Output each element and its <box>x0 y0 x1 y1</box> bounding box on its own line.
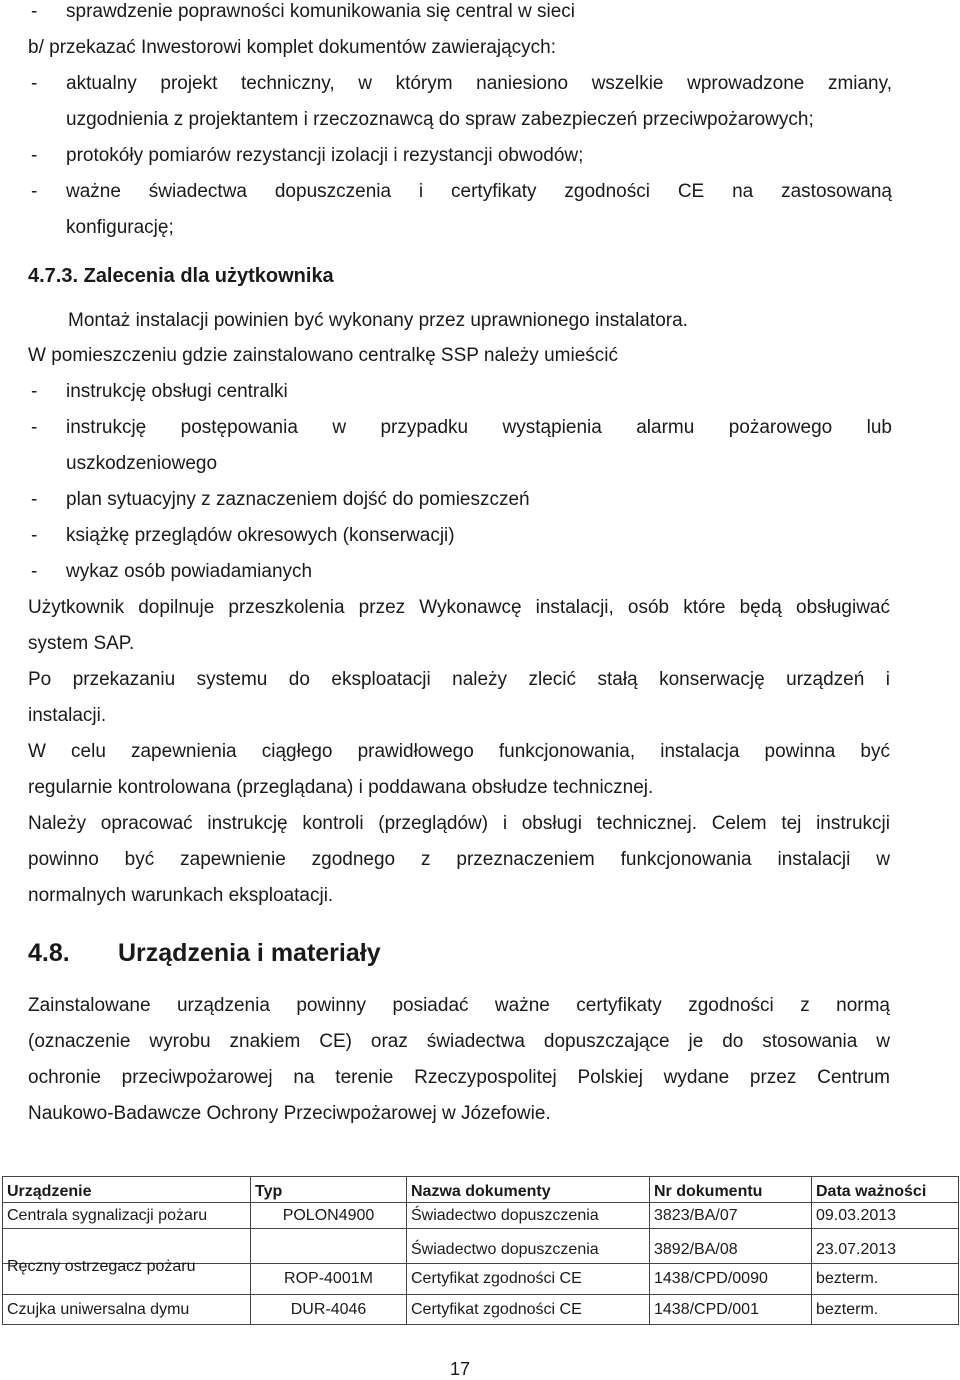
table-cell <box>251 1229 407 1264</box>
table-row <box>3 1264 959 1295</box>
table-row <box>3 1295 959 1325</box>
paragraph-continued: powinno być zapewnienie zgodnego z przeznaczeniem funkcjonowania instalacji w <box>28 849 890 870</box>
paragraph-continued: regularnie kontrolowana (przeglądana) i poddawana obsłudze technicznej. <box>28 777 654 798</box>
table-cell: bezterm. <box>812 1295 959 1325</box>
table-header-row <box>3 1177 959 1203</box>
column-header: Urządzenie <box>3 1177 251 1203</box>
column-header: Typ <box>251 1177 407 1203</box>
list-item-continued: konfigurację; <box>66 217 174 238</box>
table-cell: 09.03.2013 <box>812 1203 959 1229</box>
table-cell: Centrala sygnalizacji pożaru <box>3 1203 251 1229</box>
list-dash: - <box>31 1 38 22</box>
table-cell: Certyfikat zgodności CE <box>407 1295 650 1325</box>
certificates-table <box>2 1176 959 1325</box>
list-dash: - <box>31 145 38 166</box>
table-cell: DUR-4046 <box>251 1295 407 1325</box>
column-header: Nazwa dokumenty <box>407 1177 650 1203</box>
column-header: Data ważności <box>812 1177 959 1203</box>
column-header: Nr dokumentu <box>650 1177 812 1203</box>
page-number: 17 <box>449 1359 471 1379</box>
table-row <box>3 1203 959 1229</box>
list-dash: - <box>31 525 38 546</box>
table-cell: Czujka uniwersalna dymu <box>3 1295 251 1325</box>
table-cell: POLON4900 <box>251 1203 407 1229</box>
list-item: aktualny projekt techniczny, w którym naniesiono wszelkie wprowadzone zmiany, <box>66 73 892 94</box>
list-item-continued: uszkodzeniowego <box>66 453 218 474</box>
table-cell: 23.07.2013 <box>812 1229 959 1264</box>
paragraph: Użytkownik dopilnuje przeszkolenia przez Wykonawcę instalacji, osób które będą obsługiwać <box>28 597 890 618</box>
table-cell: Świadectwo dopuszczenia <box>407 1229 650 1264</box>
list-item: książkę przeglądów okresowych (konserwacji) <box>66 525 455 546</box>
paragraph-continued: (oznaczenie wyrobu znakiem CE) oraz świadectwa dopuszczające je do stosowania w <box>28 1031 890 1052</box>
table-cell: 3892/BA/08 <box>650 1229 812 1264</box>
list-item-continued: uzgodnienia z projektantem i rzeczoznawcą do spraw zabezpieczeń przeciwpożarowych; <box>66 109 814 130</box>
paragraph-continued: system SAP. <box>28 633 135 654</box>
paragraph-b: b/ przekazać Inwestorowi komplet dokumentów zawierających: <box>28 37 557 58</box>
paragraph: W pomieszczeniu gdzie zainstalowano centralkę SSP należy umieścić <box>28 345 618 366</box>
list-item: instrukcję postępowania w przypadku wystąpienia alarmu pożarowego lub <box>66 417 892 438</box>
paragraph: W celu zapewnienia ciągłego prawidłowego funkcjonowania, instalacja powinna być <box>28 741 890 762</box>
table-cell: ROP-4001M <box>251 1264 407 1295</box>
section-number: 4.8. <box>28 939 70 967</box>
paragraph: Należy opracować instrukcję kontroli (przeglądów) i obsługi technicznej. Celem tej instrukcji <box>28 813 890 834</box>
list-item: instrukcję obsługi centralki <box>66 381 288 402</box>
section-title: Urządzenia i materiały <box>118 939 381 967</box>
table-cell: bezterm. <box>812 1264 959 1295</box>
table-cell: Certyfikat zgodności CE <box>407 1264 650 1295</box>
paragraph-continued: Naukowo-Badawcze Ochrony Przeciwpożarowej w Józefowie. <box>28 1103 551 1124</box>
table-cell: Świadectwo dopuszczenia <box>407 1203 650 1229</box>
list-dash: - <box>31 381 38 402</box>
list-dash: - <box>31 417 38 438</box>
list-dash: - <box>31 561 38 582</box>
table-cell: 1438/CPD/001 <box>650 1295 812 1325</box>
paragraph-continued: ochronie przeciwpożarowej na terenie Rzeczypospolitej Polskiej wydane przez Centrum <box>28 1067 890 1088</box>
paragraph: Po przekazaniu systemu do eksploatacji należy zlecić stałą konserwację urządzeń i <box>28 669 890 690</box>
list-item: wykaz osób powiadamianych <box>66 561 313 582</box>
list-dash: - <box>31 489 38 510</box>
section-heading: 4.7.3. Zalecenia dla użytkownika <box>28 265 334 287</box>
list-item: protokóły pomiarów rezystancji izolacji i rezystancji obwodów; <box>66 145 584 166</box>
paragraph-continued: normalnych warunkach eksploatacji. <box>28 885 334 906</box>
list-item: plan sytuacyjny z zaznaczeniem dojść do pomieszczeń <box>66 489 530 510</box>
paragraph-continued: instalacji. <box>28 705 107 726</box>
table-cell: 3823/BA/07 <box>650 1203 812 1229</box>
paragraph: Zainstalowane urządzenia powinny posiadać ważne certyfikaty zgodności z normą <box>28 995 890 1016</box>
paragraph: Montaż instalacji powinien być wykonany przez uprawnionego instalatora. <box>68 310 688 331</box>
list-item: ważne świadectwa dopuszczenia i certyfikaty zgodności CE na zastosowaną <box>66 181 892 202</box>
table-cell: 1438/CPD/0090 <box>650 1264 812 1295</box>
list-dash: - <box>31 73 38 94</box>
table-cell: Ręczny ostrzegacz pożaru <box>3 1258 251 1289</box>
list-item: sprawdzenie poprawności komunikowania się central w sieci <box>66 1 576 22</box>
list-dash: - <box>31 181 38 202</box>
